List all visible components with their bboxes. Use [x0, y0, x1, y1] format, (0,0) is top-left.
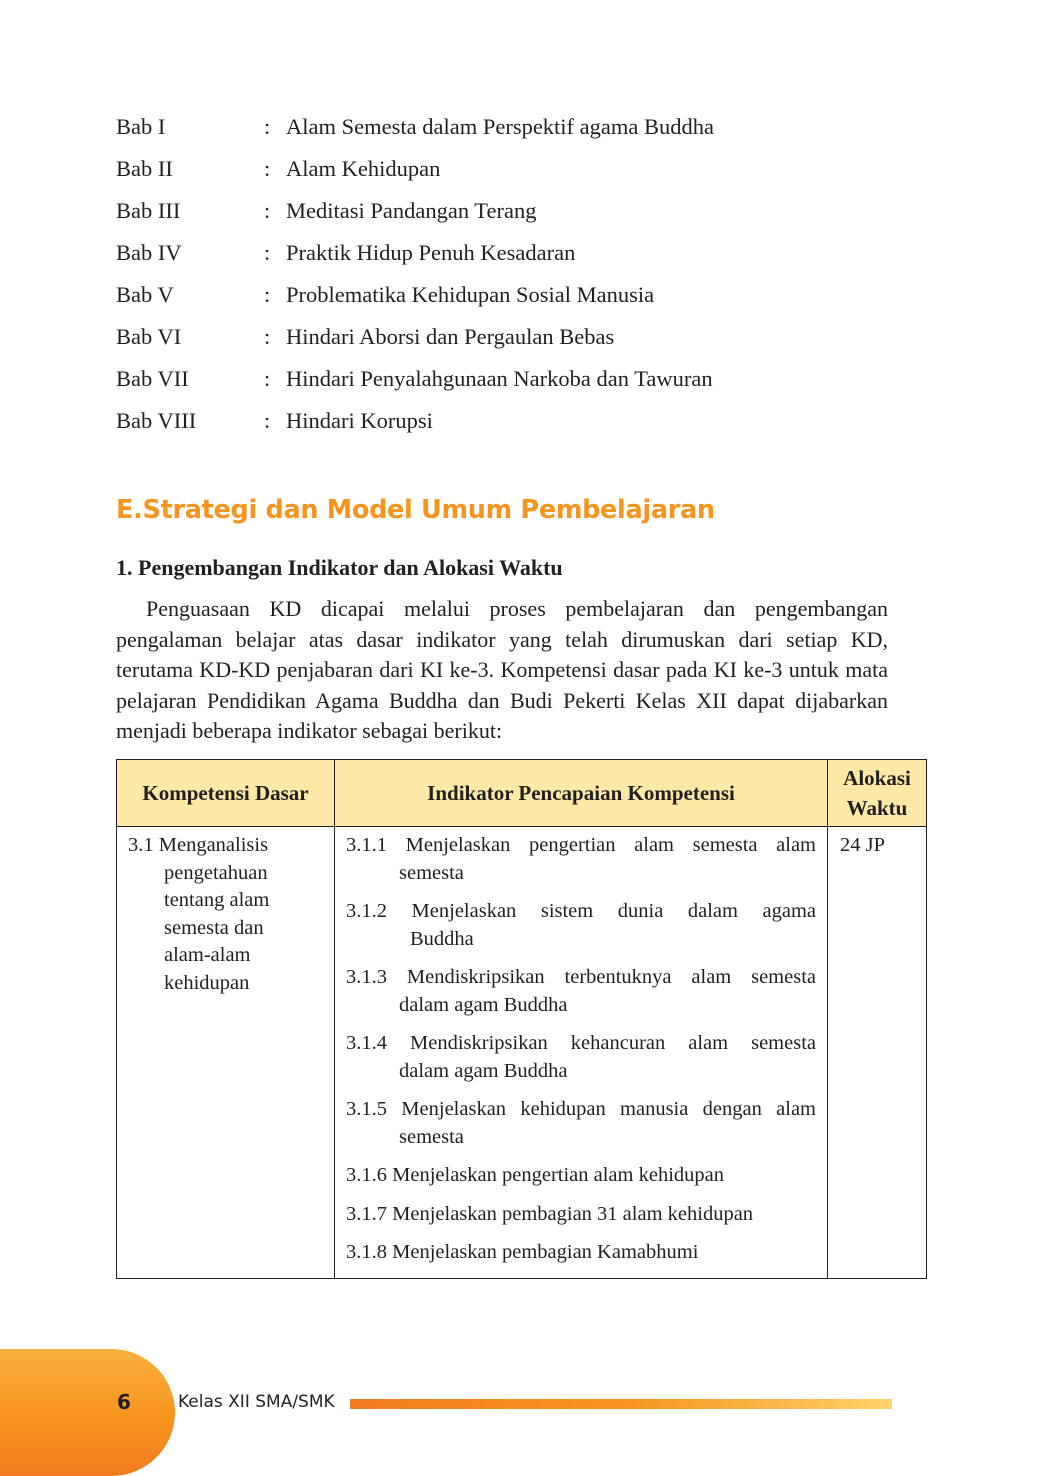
chapter-number: Bab I: [116, 114, 166, 139]
chapter-colon: :: [264, 408, 271, 433]
sub-heading: 1. Pengembangan Indikator dan Alokasi Waktu: [116, 555, 563, 580]
indicator-table: [116, 759, 927, 1279]
header-alokasi-line: Alokasi: [843, 766, 911, 790]
chapter-number: Bab VII: [116, 366, 189, 391]
chapter-number: Bab VI: [116, 324, 182, 349]
section-heading: E.Strategi dan Model Umum Pembelajaran: [116, 495, 715, 525]
chapter-number: Bab III: [116, 198, 181, 223]
chapter-colon: :: [264, 114, 271, 139]
indicator-text: 3.1.2 Menjelaskan sistem dunia dalam agama: [346, 900, 816, 922]
header-waktu-line: Waktu: [846, 796, 908, 820]
kd-line: [128, 832, 328, 860]
chapter-title: Hindari Penyalahgunaan Narkoba dan Tawuran: [286, 366, 713, 391]
chapter-number: Bab V: [116, 282, 174, 307]
chapter-colon: :: [264, 282, 271, 307]
chapter-title: Hindari Aborsi dan Pergaulan Bebas: [286, 324, 615, 349]
indicator-item: [346, 964, 816, 1019]
chapter-colon: :: [264, 198, 271, 223]
chapter-list: [116, 106, 916, 442]
indicator-item: [346, 1096, 816, 1151]
chapter-row: [116, 106, 916, 148]
indicator-item: [346, 1162, 816, 1190]
footer-book-label: Kelas XII SMA/SMK: [178, 1392, 335, 1412]
indicator-continuation: dalam agam Buddha: [399, 993, 568, 1016]
indicator-cell: [346, 832, 816, 1278]
footer-tab: [0, 1349, 175, 1476]
chapter-title: Praktik Hidup Penuh Kesadaran: [286, 240, 576, 265]
kd-line: pengetahuan: [164, 861, 268, 884]
indicator-text: 3.1.8 Menjelaskan pembagian Kamabhumi: [346, 1241, 699, 1263]
chapter-number: Bab IV: [116, 240, 182, 265]
kd-cell: [128, 832, 328, 997]
chapter-title: Meditasi Pandangan Terang: [286, 198, 537, 223]
chapter-colon: :: [264, 156, 271, 181]
indicator-text: 3.1.1 Menjelaskan pengertian alam semesta alam: [346, 834, 816, 856]
alokasi-cell: 24 JP: [840, 834, 886, 856]
indicator-continuation: semesta: [399, 1125, 464, 1148]
chapter-row: [116, 358, 916, 400]
chapter-title: Alam Semesta dalam Perspektif agama Buddha: [286, 114, 715, 139]
kd-text: Menganalisis: [158, 834, 269, 856]
chapter-title: Problematika Kehidupan Sosial Manusia: [286, 282, 655, 307]
chapter-colon: :: [264, 240, 271, 265]
kd-number: 3.1: [128, 834, 154, 856]
indicator-text: 3.1.4 Mendiskripsikan kehancuran alam semesta: [346, 1032, 816, 1054]
chapter-row: [116, 232, 916, 274]
header-indikator: Indikator Pencapaian Kompetensi: [427, 781, 735, 805]
chapter-number: Bab VIII: [116, 408, 197, 433]
kd-line: kehidupan: [164, 971, 250, 994]
kd-line: alam-alam: [164, 944, 251, 966]
page-number: 6: [117, 1390, 131, 1414]
kd-line: tentang alam: [164, 889, 270, 911]
column-divider: [334, 760, 335, 1278]
indicator-text: 3.1.5 Menjelaskan kehidupan manusia dengan alam: [346, 1098, 816, 1120]
header-alokasi-waktu: [828, 760, 926, 826]
chapter-colon: :: [264, 366, 271, 391]
chapter-row: [116, 190, 916, 232]
indicator-text: 3.1.3 Mendiskripsikan terbentuknya alam semesta: [346, 966, 816, 988]
footer-bar: [350, 1399, 892, 1409]
chapter-row: [116, 148, 916, 190]
chapter-row: [116, 274, 916, 316]
indicator-text: 3.1.6 Menjelaskan pengertian alam kehidupan: [346, 1164, 724, 1186]
chapter-row: [116, 316, 916, 358]
indicator-continuation: semesta: [399, 861, 464, 884]
kd-line: semesta dan: [164, 916, 264, 939]
chapter-row: [116, 400, 916, 442]
column-divider: [827, 760, 828, 1278]
chapter-title: Hindari Korupsi: [286, 408, 433, 433]
indicator-text: 3.1.7 Menjelaskan pembagian 31 alam kehidupan: [346, 1202, 754, 1225]
indicator-continuation: Buddha: [410, 927, 474, 950]
indicator-item: [346, 898, 816, 953]
body-paragraph: Penguasaan KD dicapai melalui proses pembelajaran dan pengembangan pengalaman belajar atas dasar indikator yang telah dirumuskan dari setiap KD, terutama KD-KD penjabaran dari KI ke-3. Kompetensi dasar pada KI ke-3 untuk mata pelajaran Pendidikan Agama Buddha dan Budi Pekerti Kelas XII dapat dijabarkan menjadi beberapa indikator sebagai berikut:: [116, 596, 888, 743]
indicator-item: [346, 832, 816, 887]
chapter-colon: :: [264, 324, 271, 349]
indicator-item: [346, 1239, 816, 1267]
indicator-continuation: dalam agam Buddha: [399, 1059, 568, 1082]
indicator-item: [346, 1030, 816, 1085]
header-kompetensi-dasar: Kompetensi Dasar: [142, 781, 309, 805]
indicator-item: [346, 1201, 816, 1229]
chapter-title: Alam Kehidupan: [286, 156, 441, 181]
chapter-number: Bab II: [116, 156, 173, 181]
